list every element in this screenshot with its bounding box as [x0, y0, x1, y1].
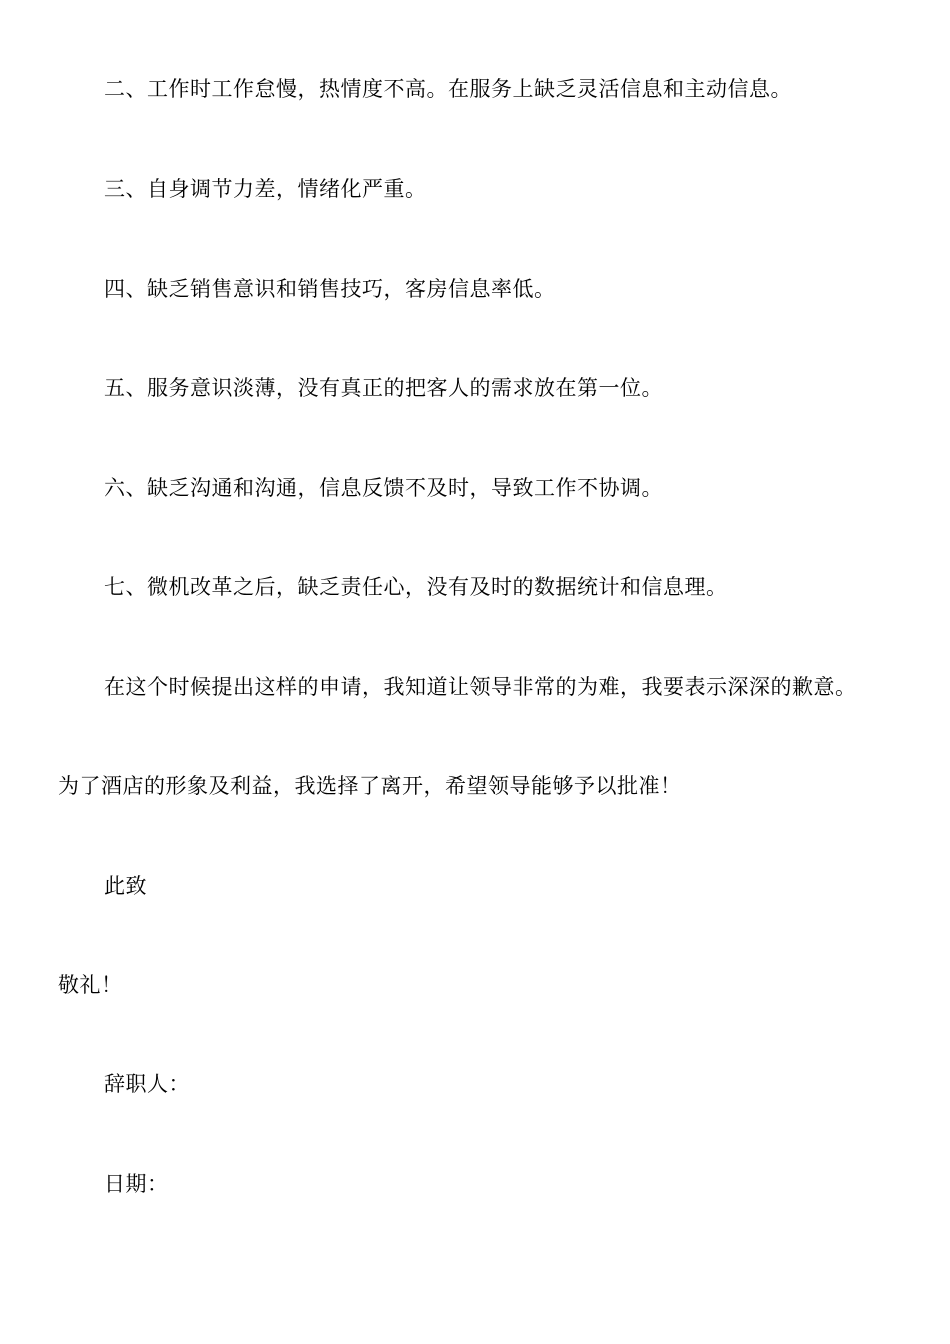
salutation-cizhi: 此致: [104, 874, 147, 898]
list-item-4: 四、缺乏销售意识和销售技巧，客房信息率低。: [104, 277, 556, 301]
list-item-3: 三、自身调节力差，情绪化严重。: [104, 177, 427, 201]
list-item-2: 二、工作时工作怠慢，热情度不高。在服务上缺乏灵活信息和主动信息。: [104, 77, 792, 101]
signature-label: 辞职人：: [104, 1072, 190, 1096]
closing-paragraph-line1: 在这个时候提出这样的申请，我知道让领导非常的为难，我要表示深深的歉意。: [104, 675, 857, 699]
list-item-7: 七、微机改革之后，缺乏责任心，没有及时的数据统计和信息理。: [104, 575, 728, 599]
closing-paragraph-line2: 为了酒店的形象及利益，我选择了离开，希望领导能够予以批准！: [58, 774, 682, 798]
date-label: 日期：: [104, 1172, 169, 1196]
list-item-6: 六、缺乏沟通和沟通，信息反馈不及时，导致工作不协调。: [104, 476, 663, 500]
list-item-5: 五、服务意识淡薄，没有真正的把客人的需求放在第一位。: [104, 376, 663, 400]
salutation-jingli: 敬礼！: [58, 973, 123, 997]
